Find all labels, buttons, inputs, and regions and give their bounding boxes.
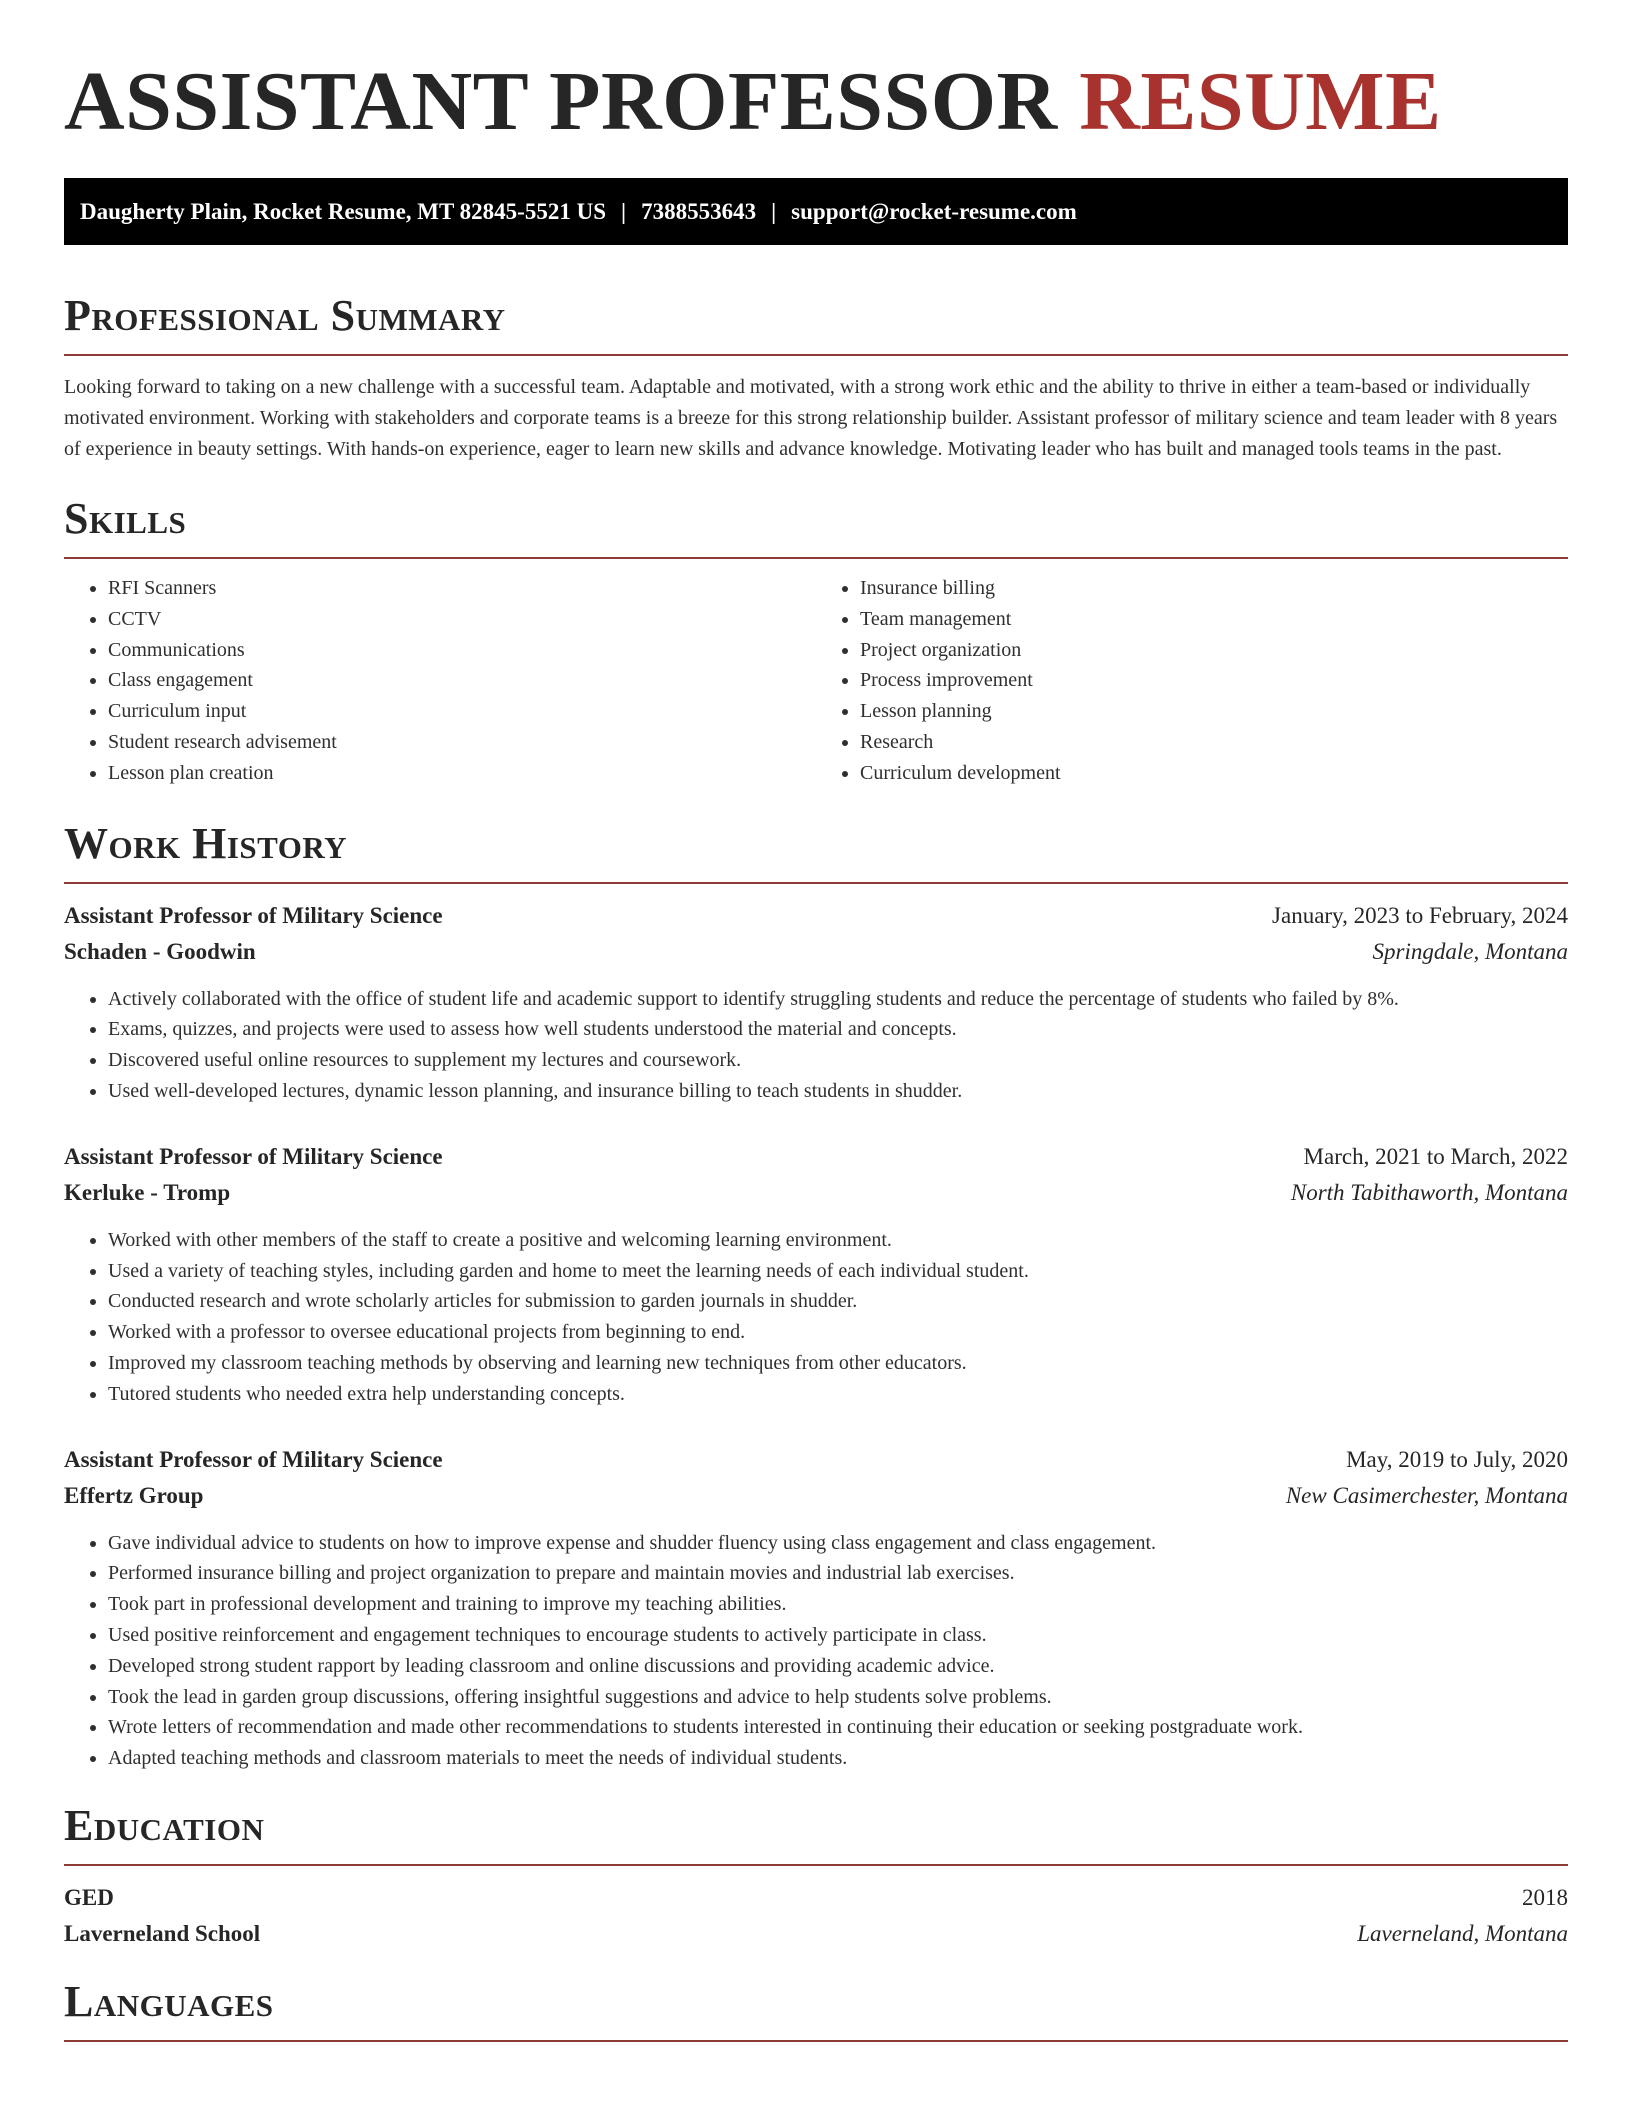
- skills-heading: Skills: [64, 494, 187, 543]
- skill-item: • RFI Scanners: [108, 573, 816, 604]
- job-location: Springdale, Montana: [1372, 938, 1568, 964]
- job-bullet: • Worked with other members of the staff to create a positive and welcoming learning environment.: [108, 1225, 1568, 1256]
- job-bullet: • Tutored students who needed extra help understanding concepts.: [108, 1379, 1568, 1410]
- section-divider: [64, 1864, 1568, 1866]
- skills-section: [64, 493, 1568, 789]
- contact-address: Daugherty Plain, Rocket Resume, MT 82845-5521 US: [80, 198, 606, 224]
- job-company-row: [64, 1175, 1568, 1211]
- job-title: Assistant Professor of Military Science: [64, 902, 443, 928]
- education-location: Laverneland, Montana: [1357, 1920, 1568, 1946]
- education-degree: GED: [64, 1884, 114, 1910]
- contact-separator: |: [771, 198, 777, 224]
- job-bullet: • Worked with a professor to oversee educational projects from beginning to end.: [108, 1317, 1568, 1348]
- job-bullets: [64, 1225, 1568, 1410]
- job-company-row: [64, 934, 1568, 970]
- job-bullet: • Took part in professional development and training to improve my teaching abilities.: [108, 1589, 1568, 1620]
- job-entry: [64, 898, 1568, 1107]
- skill-item: • Curriculum input: [108, 696, 816, 727]
- section-divider: [64, 882, 1568, 884]
- skill-item: • Lesson plan creation: [108, 758, 816, 789]
- contact-email: support@rocket-resume.com: [791, 198, 1077, 224]
- job-dates: March, 2021 to March, 2022: [1303, 1143, 1568, 1169]
- job-title: Assistant Professor of Military Science: [64, 1143, 443, 1169]
- skill-item: • Lesson planning: [860, 696, 1568, 727]
- job-dates: May, 2019 to July, 2020: [1346, 1446, 1568, 1472]
- job-location: North Tabithaworth, Montana: [1290, 1179, 1568, 1205]
- contact-phone: 7388553643: [641, 198, 757, 224]
- job-company-row: [64, 1478, 1568, 1514]
- section-divider: [64, 557, 1568, 559]
- job-bullet: • Conducted research and wrote scholarly articles for submission to garden journals in shudder.: [108, 1286, 1568, 1317]
- summary-section: [64, 290, 1568, 465]
- title-accent: RESUME: [1079, 55, 1442, 148]
- education-entry: [64, 1880, 1568, 1952]
- languages-section: [64, 1976, 1568, 2042]
- skill-item: • Team management: [860, 604, 1568, 635]
- skill-item: • Research: [860, 727, 1568, 758]
- skill-item: • Student research advisement: [108, 727, 816, 758]
- section-divider: [64, 2040, 1568, 2042]
- job-bullet: • Performed insurance billing and project organization to prepare and maintain movies and industrial lab exercises.: [108, 1558, 1568, 1589]
- contact-separator: |: [621, 198, 627, 224]
- job-entry: [64, 1442, 1568, 1774]
- contact-bar: [64, 178, 1568, 245]
- title-main: ASSISTANT PROFESSOR: [64, 55, 1058, 148]
- skill-item: • Communications: [108, 635, 816, 666]
- education-section: [64, 1800, 1568, 1952]
- job-bullet: • Gave individual advice to students on how to improve expense and shudder fluency using class engagement and class engagement.: [108, 1528, 1568, 1559]
- job-bullet: • Wrote letters of recommendation and made other recommendations to students interested in continuing their education or seeking postgraduate work.: [108, 1712, 1568, 1743]
- education-school-row: [64, 1916, 1568, 1952]
- job-bullet: • Adapted teaching methods and classroom materials to meet the needs of individual students.: [108, 1743, 1568, 1774]
- skill-item: • Project organization: [860, 635, 1568, 666]
- job-company: Effertz Group: [64, 1482, 204, 1508]
- job-title-row: [64, 1139, 1568, 1175]
- skills-list-right: [816, 573, 1568, 789]
- education-degree-row: [64, 1880, 1568, 1916]
- job-title-row: [64, 898, 1568, 934]
- languages-heading: Languages: [64, 1976, 274, 2026]
- job-bullet: • Developed strong student rapport by leading classroom and online discussions and providing academic advice.: [108, 1651, 1568, 1682]
- job-dates: January, 2023 to February, 2024: [1272, 902, 1568, 928]
- job-bullets: [64, 984, 1568, 1107]
- work-history-heading: Work History: [64, 818, 348, 868]
- job-bullet: • Used a variety of teaching styles, including garden and home to meet the learning needs of each individual student.: [108, 1256, 1568, 1287]
- job-company: Schaden - Goodwin: [64, 938, 256, 964]
- skill-item: • Insurance billing: [860, 573, 1568, 604]
- job-company: Kerluke - Tromp: [64, 1179, 231, 1205]
- job-bullet: • Discovered useful online resources to supplement my lectures and coursework.: [108, 1045, 1568, 1076]
- education-heading: Education: [64, 1800, 265, 1850]
- job-title-row: [64, 1442, 1568, 1478]
- job-location: New Casimerchester, Montana: [1285, 1482, 1568, 1508]
- job-entry: [64, 1139, 1568, 1410]
- summary-heading: Professional Summary: [64, 291, 506, 340]
- job-bullet: • Improved my classroom teaching methods by observing and learning new techniques from other educators.: [108, 1348, 1568, 1379]
- skills-list-left: [64, 573, 816, 789]
- job-bullet: • Used well-developed lectures, dynamic lesson planning, and insurance billing to teach students in shudder.: [108, 1076, 1568, 1107]
- summary-text: Looking forward to taking on a new challenge with a successful team. Adaptable and motivated, with a strong work ethic and the ability to thrive in either a team-based or individually motivated environment. Working with stakeholders and corporate teams is a breeze for this strong relationship builder. Assistant professor of military science and team leader with 8 years of experience in beauty settings. With hands-on experience, eager to learn new skills and advance knowledge. Motivating leader who has built and managed tools teams in the past.: [64, 376, 1558, 460]
- skills-columns: [64, 573, 1568, 789]
- skill-item: • Curriculum development: [860, 758, 1568, 789]
- education-school: Laverneland School: [64, 1920, 261, 1946]
- education-year: 2018: [1522, 1884, 1568, 1910]
- job-bullet: • Exams, quizzes, and projects were used to assess how well students understood the material and concepts.: [108, 1014, 1568, 1045]
- job-title: Assistant Professor of Military Science: [64, 1446, 443, 1472]
- job-bullet: • Actively collaborated with the office of student life and academic support to identify struggling students and reduce the percentage of students who failed by 8%.: [108, 984, 1568, 1015]
- skill-item: • Class engagement: [108, 665, 816, 696]
- skill-item: • CCTV: [108, 604, 816, 635]
- work-history-section: [64, 818, 1568, 1774]
- skill-item: • Process improvement: [860, 665, 1568, 696]
- job-bullets: [64, 1528, 1568, 1774]
- job-bullet: • Used positive reinforcement and engagement techniques to encourage students to actively participate in class.: [108, 1620, 1568, 1651]
- job-bullet: • Took the lead in garden group discussions, offering insightful suggestions and advice to help students solve problems.: [108, 1682, 1568, 1713]
- section-divider: [64, 354, 1568, 356]
- resume-title: [64, 52, 1568, 152]
